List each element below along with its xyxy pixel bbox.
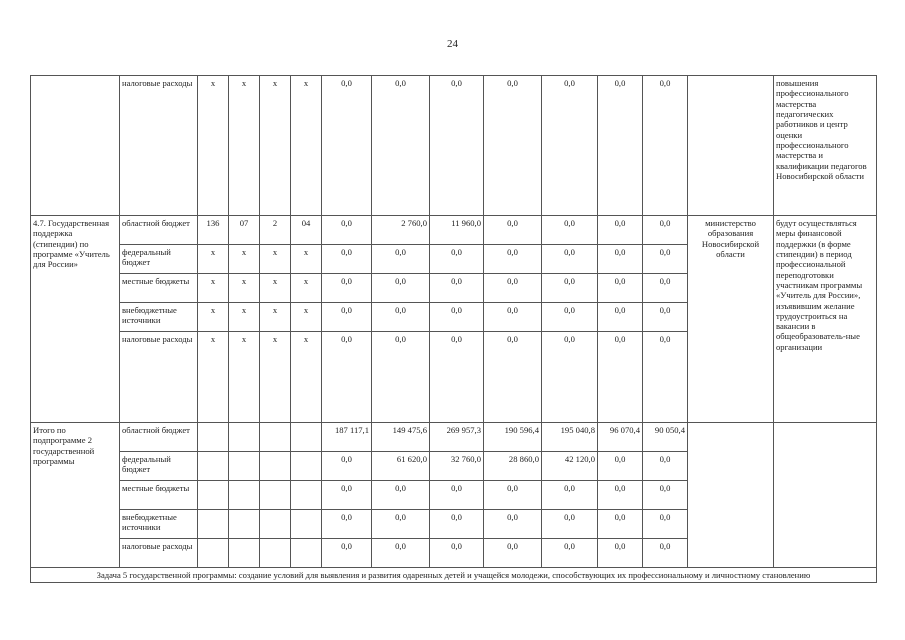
code-cell: х <box>198 245 229 274</box>
code-cell <box>260 510 291 539</box>
code-cell: х <box>260 274 291 303</box>
value-cell: 96 070,4 <box>598 423 643 452</box>
code-cell <box>198 452 229 481</box>
code-cell: 04 <box>291 216 322 245</box>
value-cell: 0,0 <box>322 452 372 481</box>
value-cell: 0,0 <box>372 303 430 332</box>
value-cell: 0,0 <box>598 332 643 423</box>
value-cell: 0,0 <box>372 245 430 274</box>
value-cell: 0,0 <box>598 274 643 303</box>
value-cell: 0,0 <box>322 303 372 332</box>
value-cell: 0,0 <box>542 481 598 510</box>
table-row <box>31 216 877 245</box>
value-cell: 0,0 <box>372 332 430 423</box>
source-label: налоговые расходы <box>120 76 198 216</box>
code-cell: х <box>291 274 322 303</box>
value-cell: 0,0 <box>322 332 372 423</box>
value-cell: 0,0 <box>484 332 542 423</box>
source-label: федеральный бюджет <box>120 245 198 274</box>
value-cell: 0,0 <box>372 274 430 303</box>
value-cell: 0,0 <box>643 510 688 539</box>
code-cell <box>291 423 322 452</box>
code-cell: х <box>229 274 260 303</box>
value-cell: 0,0 <box>542 245 598 274</box>
value-cell: 0,0 <box>372 76 430 216</box>
code-cell <box>260 423 291 452</box>
code-cell <box>229 481 260 510</box>
value-cell: 0,0 <box>643 245 688 274</box>
value-cell: 0,0 <box>322 76 372 216</box>
code-cell <box>260 452 291 481</box>
code-cell <box>229 423 260 452</box>
value-cell: 0,0 <box>484 245 542 274</box>
value-cell: 28 860,0 <box>484 452 542 481</box>
table-row <box>31 423 877 452</box>
value-cell: 0,0 <box>484 274 542 303</box>
value-cell: 61 620,0 <box>372 452 430 481</box>
value-cell: 0,0 <box>484 303 542 332</box>
code-cell <box>229 452 260 481</box>
value-cell: 2 760,0 <box>372 216 430 245</box>
value-cell: 0,0 <box>598 481 643 510</box>
source-label: местные бюджеты <box>120 481 198 510</box>
code-cell: х <box>260 303 291 332</box>
value-cell: 0,0 <box>598 510 643 539</box>
value-cell: 0,0 <box>322 216 372 245</box>
value-cell: 0,0 <box>598 76 643 216</box>
value-cell: 0,0 <box>598 452 643 481</box>
code-cell: х <box>229 76 260 216</box>
code-cell: х <box>229 245 260 274</box>
code-cell: х <box>198 274 229 303</box>
value-cell: 190 596,4 <box>484 423 542 452</box>
value-cell: 0,0 <box>322 481 372 510</box>
value-cell: 0,0 <box>643 539 688 568</box>
code-cell <box>198 539 229 568</box>
code-cell <box>229 539 260 568</box>
value-cell: 0,0 <box>542 76 598 216</box>
value-cell: 0,0 <box>542 274 598 303</box>
code-cell: х <box>198 303 229 332</box>
value-cell: 0,0 <box>542 216 598 245</box>
code-cell: х <box>198 76 229 216</box>
table-row <box>31 568 877 583</box>
value-cell: 269 957,3 <box>430 423 484 452</box>
source-label: местные бюджеты <box>120 274 198 303</box>
result-text: будут осуществляться меры финансовой поддержки (в форме стипендии) в период профессиональной переподготовки участникам программы «Учитель для России», изъявившим желание трудоустроиться на вакансии в общеобразователь-ные организации <box>774 216 877 423</box>
value-cell: 0,0 <box>643 452 688 481</box>
value-cell: 0,0 <box>322 245 372 274</box>
code-cell: 2 <box>260 216 291 245</box>
value-cell: 0,0 <box>484 481 542 510</box>
value-cell: 0,0 <box>598 539 643 568</box>
result-text: повышения профессионального мастерства педагогических работников и центр оценки профессионального мастерства и квалификации педагогов Новосибирской области <box>774 76 877 216</box>
value-cell: 0,0 <box>643 332 688 423</box>
executor-cell <box>688 76 774 216</box>
value-cell: 0,0 <box>542 510 598 539</box>
value-cell: 0,0 <box>484 510 542 539</box>
code-cell: х <box>198 332 229 423</box>
code-cell <box>291 510 322 539</box>
value-cell: 0,0 <box>598 303 643 332</box>
source-label: внебюджетные источники <box>120 510 198 539</box>
code-cell <box>291 481 322 510</box>
value-cell: 0,0 <box>430 303 484 332</box>
code-cell <box>198 423 229 452</box>
value-cell: 0,0 <box>643 76 688 216</box>
result-cell <box>774 423 877 568</box>
source-label: налоговые расходы <box>120 539 198 568</box>
total-name: Итого по подпрограмме 2 государственной программы <box>31 423 120 568</box>
measure-name: 4.7. Государственная поддержка (стипендии) по программе «Учитель для России» <box>31 216 120 423</box>
value-cell: 0,0 <box>430 539 484 568</box>
page-number: 24 <box>447 38 458 50</box>
code-cell: х <box>229 332 260 423</box>
value-cell: 0,0 <box>643 303 688 332</box>
code-cell <box>260 539 291 568</box>
empty-cell <box>31 76 120 216</box>
source-label: областной бюджет <box>120 216 198 245</box>
code-cell: 07 <box>229 216 260 245</box>
value-cell: 0,0 <box>372 481 430 510</box>
value-cell: 187 117,1 <box>322 423 372 452</box>
table-row <box>31 76 877 216</box>
value-cell: 0,0 <box>322 274 372 303</box>
value-cell: 0,0 <box>643 274 688 303</box>
source-label: федеральный бюджет <box>120 452 198 481</box>
value-cell: 149 475,6 <box>372 423 430 452</box>
value-cell: 90 050,4 <box>643 423 688 452</box>
code-cell: 136 <box>198 216 229 245</box>
code-cell <box>291 452 322 481</box>
source-label: налоговые расходы <box>120 332 198 423</box>
code-cell: х <box>260 245 291 274</box>
value-cell: 0,0 <box>322 539 372 568</box>
value-cell: 0,0 <box>484 76 542 216</box>
value-cell: 0,0 <box>430 274 484 303</box>
value-cell: 0,0 <box>430 76 484 216</box>
code-cell <box>291 539 322 568</box>
value-cell: 0,0 <box>542 539 598 568</box>
value-cell: 0,0 <box>598 216 643 245</box>
code-cell: х <box>260 76 291 216</box>
value-cell: 0,0 <box>322 510 372 539</box>
value-cell: 0,0 <box>430 332 484 423</box>
source-label: областной бюджет <box>120 423 198 452</box>
value-cell: 42 120,0 <box>542 452 598 481</box>
code-cell: х <box>291 332 322 423</box>
code-cell: х <box>229 303 260 332</box>
value-cell: 0,0 <box>430 481 484 510</box>
value-cell: 0,0 <box>598 245 643 274</box>
value-cell: 0,0 <box>643 481 688 510</box>
task-heading: Задача 5 государственной программы: создание условий для выявления и развития одаренных детей и учащейся молодежи, способствующих их профессиональному и личностному становлению <box>31 568 877 583</box>
value-cell: 195 040,8 <box>542 423 598 452</box>
executor-cell <box>688 423 774 568</box>
value-cell: 0,0 <box>372 510 430 539</box>
code-cell <box>198 481 229 510</box>
code-cell: х <box>260 332 291 423</box>
source-label: внебюджетные источники <box>120 303 198 332</box>
value-cell: 0,0 <box>430 245 484 274</box>
value-cell: 32 760,0 <box>430 452 484 481</box>
value-cell: 0,0 <box>542 332 598 423</box>
code-cell <box>198 510 229 539</box>
code-cell <box>260 481 291 510</box>
value-cell: 0,0 <box>542 303 598 332</box>
executor-text: министерство образования Новосибирской области <box>688 216 774 423</box>
value-cell: 0,0 <box>372 539 430 568</box>
funding-table <box>30 75 877 583</box>
code-cell: х <box>291 76 322 216</box>
value-cell: 0,0 <box>430 510 484 539</box>
value-cell: 0,0 <box>484 216 542 245</box>
value-cell: 0,0 <box>643 216 688 245</box>
value-cell: 0,0 <box>484 539 542 568</box>
code-cell: х <box>291 303 322 332</box>
code-cell: х <box>291 245 322 274</box>
value-cell: 11 960,0 <box>430 216 484 245</box>
code-cell <box>229 510 260 539</box>
